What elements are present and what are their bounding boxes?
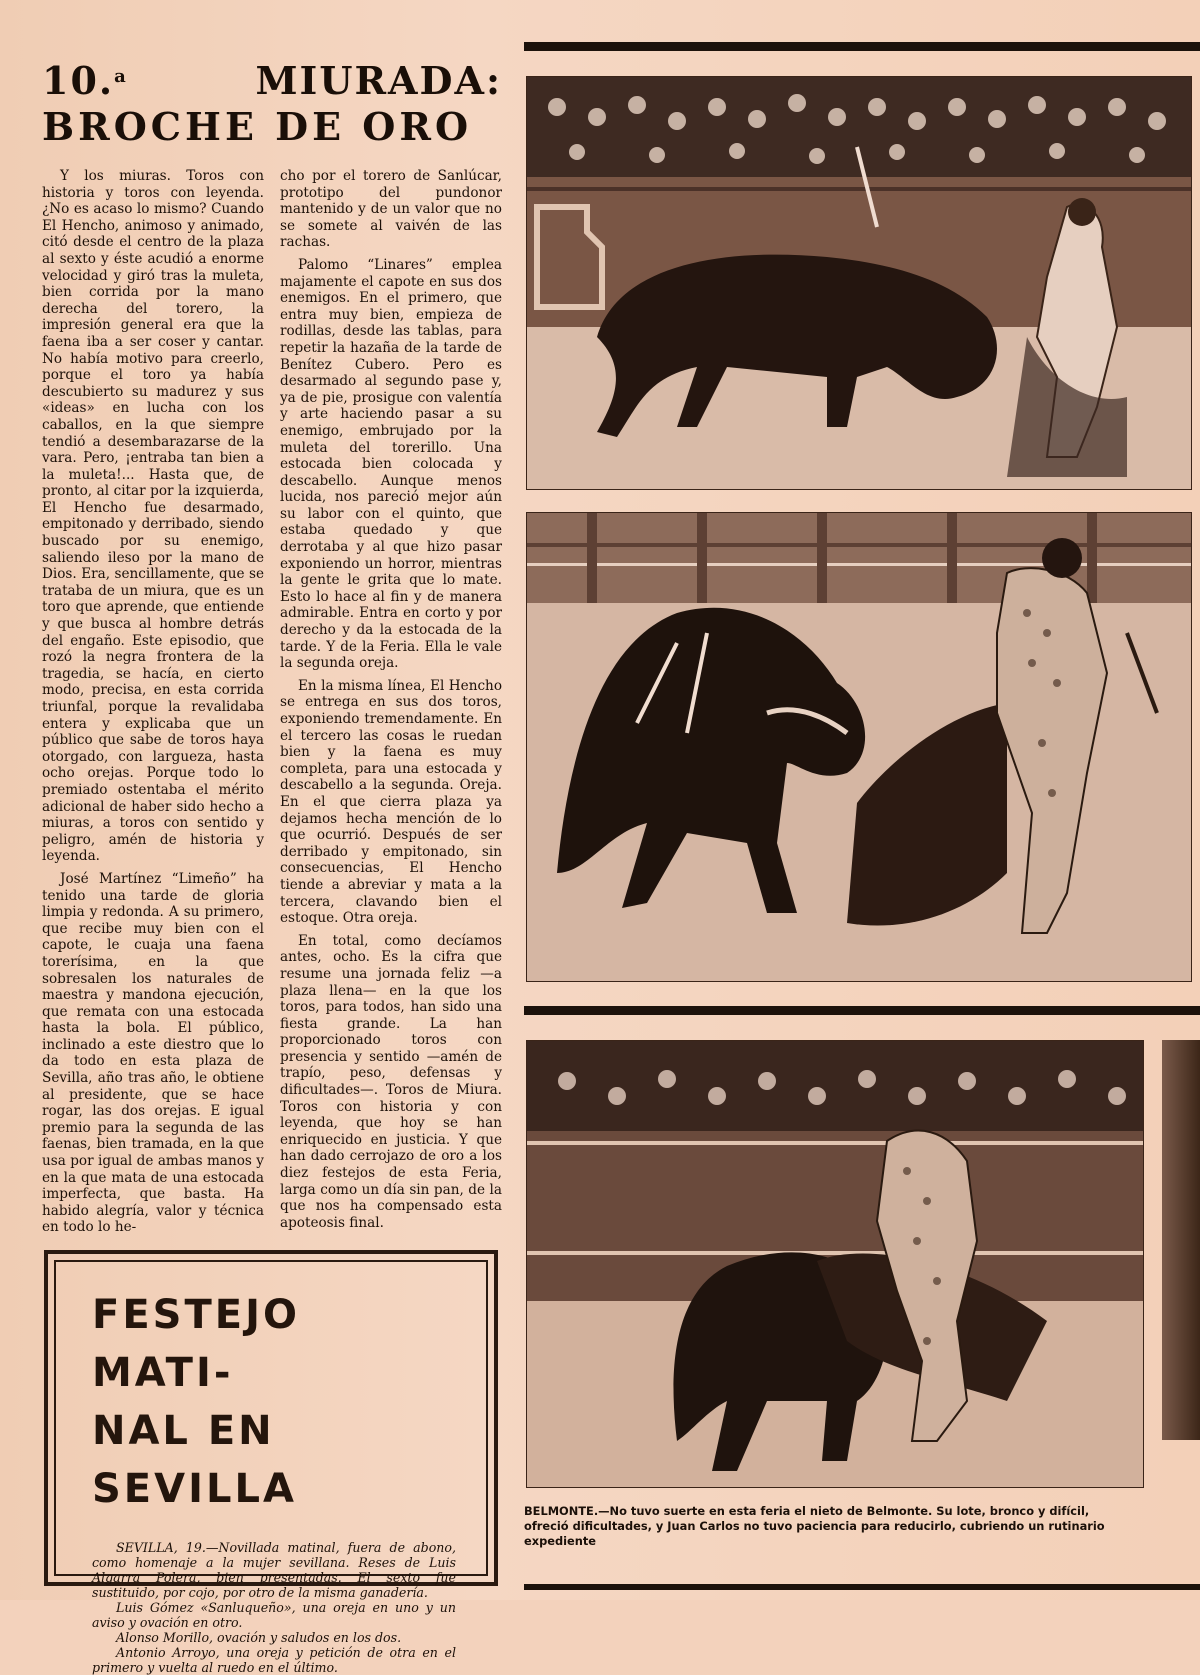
sidebar-box-inner [54,1260,488,1675]
headline-number: 10.$^a$ [42,58,128,103]
article-column-2 [280,168,502,1237]
caption-text: —No tuvo suerte en esta feria el nieto de Belmonte. Su lote, bronco y difícil, ofreció dificultades, y Juan Carlos no tuvo paciencia para reducirlo, cubriendo un rutinario expediente [524,1504,1105,1548]
photo-bull-charge [526,76,1192,490]
middle-rule [524,1006,1200,1015]
article-paragraph: En total, como decíamos antes, ocho. Es la cifra que resume una jornada feliz —a plaza llena— en la que los toros, para todos, han sido una fiesta grande. La han proporcionado toros con presencia y sentido —amén de trapío, peso, defensas y dificultades—. Toros de Miura. Toros con historia y con leyenda, que hoy se han enriquecido en justicia. Y que han dado cerrojazo de oro a los diez festejos de esta Feria, larga como un día sin pan, de la que nos ha compensado esta apoteosis final. [280,932,502,1231]
photo-caption [524,1504,1124,1549]
bottom-rule [524,1584,1200,1590]
headline-word: MIURADA: [255,58,502,103]
article-column-1 [42,168,264,1242]
article-paragraph: En la misma línea, El Hencho se entrega en sus dos toros, exponiendo tremendamente. En el tercero las cosas le ruedan bien y la faena es muy completa, para una estocada y descabello a la segunda. Oreja. En el que cierra plaza ya dejamos hecha mención de lo que ocurrió. Después de ser derribado y empitonado, sin consecuencias, El Hencho tiende a abreviar y mata a la tercera, clavando bien el estoque. Otra oreja. [280,677,502,927]
sidebar-paragraph: Luis Gómez «Sanluqueño», una oreja en uno y un aviso y ovación en otro. [92,1600,456,1630]
article-headline [42,58,502,150]
sidebar-paragraph: Alonso Morillo, ovación y saludos en los dos. [116,1630,402,1645]
caption-lead: BELMONTE. [524,1504,599,1518]
article-paragraph: cho por el torero de Sanlúcar, prototipo del pundonor mantenido y de un valor que no se somete al vaivén de las rachas. [280,168,502,251]
sidebar-paragraph: SEVILLA, 19.—Novillada matinal, fuera de abono, como homenaje a la mujer sevillana. Reses de Luis Algarra Polera, bien presentadas. El sexto fue sustituido, por cojo, por otro de la misma ganadería. [92,1540,456,1600]
sidebar-box [44,1250,498,1675]
sidebar-paragraph: Antonio Arroyo, una oreja y petición de otra en el primero y vuelta al ruedo en el último. [92,1645,456,1675]
photo-belmonte [526,1040,1144,1488]
article-paragraph: Y los miuras. Toros con historia y toros con leyenda. ¿No es acaso lo mismo? Cuando El Hencho, animoso y animado, citó desde el centro de la plaza al sexto y éste acudió a enorme velocidad y giró tras la muleta, bien corrida por la mano derecha del torero, la impresión general era que la faena iba a ser coser y cantar. No había motivo para creerlo, porque el toro ya había descubierto su madurez y sus «ideas» en lucha con los caballos, en la que siempre tendió a desembarazarse de la vara. Pero, ¡entraba tan bien a la muleta!... Hasta que, de pronto, al citar por la izquierda, El Hencho fue desarmado, empitonado y derribado, siendo buscado por su enemigo, saliendo ileso por la mano de Dios. Era, sencillamente, que se trataba de un miura, que es un toro que aprende, que entiende y que busca al hombre detrás del engaño. Este episodio, que rozó la negra frontera de la tragedia, se hacía, en cierto modo, precisa, en esta corrida triunfal, porque la revalidaba entera y explicaba que un público que sabe de toros haya otorgado, con largueza, hasta ocho orejas. Porque todo lo premiado ostentaba el mérito adicional de haber sido hecho a miuras, a toros con sentido y peligro, amén de historia y leyenda. [42,168,264,865]
headline-line2: BROCHE DE ORO [42,104,473,149]
article-paragraph: José Martínez “Limeño” ha tenido una tarde de gloria limpia y redonda. A su primero, que recibe muy bien con el capote, le cuaja una faena torerísima, en la que sobresalen los naturales de maestra y mandona ejecución, que remata con una estocada hasta la bola. El público, inclinado a este diestro que lo da todo en esta plaza de Sevilla, año tras año, le obtiene al presidente, que se hace rogar, las dos orejas. E igual premio para la segunda de las faenas, bien tramada, en la que usa por igual de ambas manos y en la que mata de una estocada imperfecta, que basta. Ha habido alegría, valor y técnica en todo lo he- [42,870,264,1236]
sidebar-text [92,1540,456,1675]
photo-matador-pass [526,512,1192,982]
sidebar-title: FESTEJO MATI- NAL EN SEVILLA [92,1292,300,1512]
article-paragraph: Palomo “Linares” emplea majamente el capote en sus dos enemigos. En el primero, que entra muy bien, empieza de rodillas, desde las tablas, para repetir la hazaña de la tarde de Benítez Cubero. Pero es desarmado al segundo pase y, ya de pie, prosigue con valentía y arte haciendo pasar a su enemigo, embrujado por la muleta del torerillo. Una estocada bien colocada y descabello. Aunque menos lucida, nos pareció mejor aún su labor con el quinto, que estaba quedado y que derrotaba y al que hizo pasar exponiendo un horror, mientras la gente le grita que lo mate. Esto lo hace al fin y de manera admirable. Entra en corto y por derecho y da la estocada de la tarde. Y de la Feria. Ella le vale la segunda oreja. [280,256,502,672]
photo-edge-strip [1162,1040,1200,1440]
top-rule [524,42,1200,51]
